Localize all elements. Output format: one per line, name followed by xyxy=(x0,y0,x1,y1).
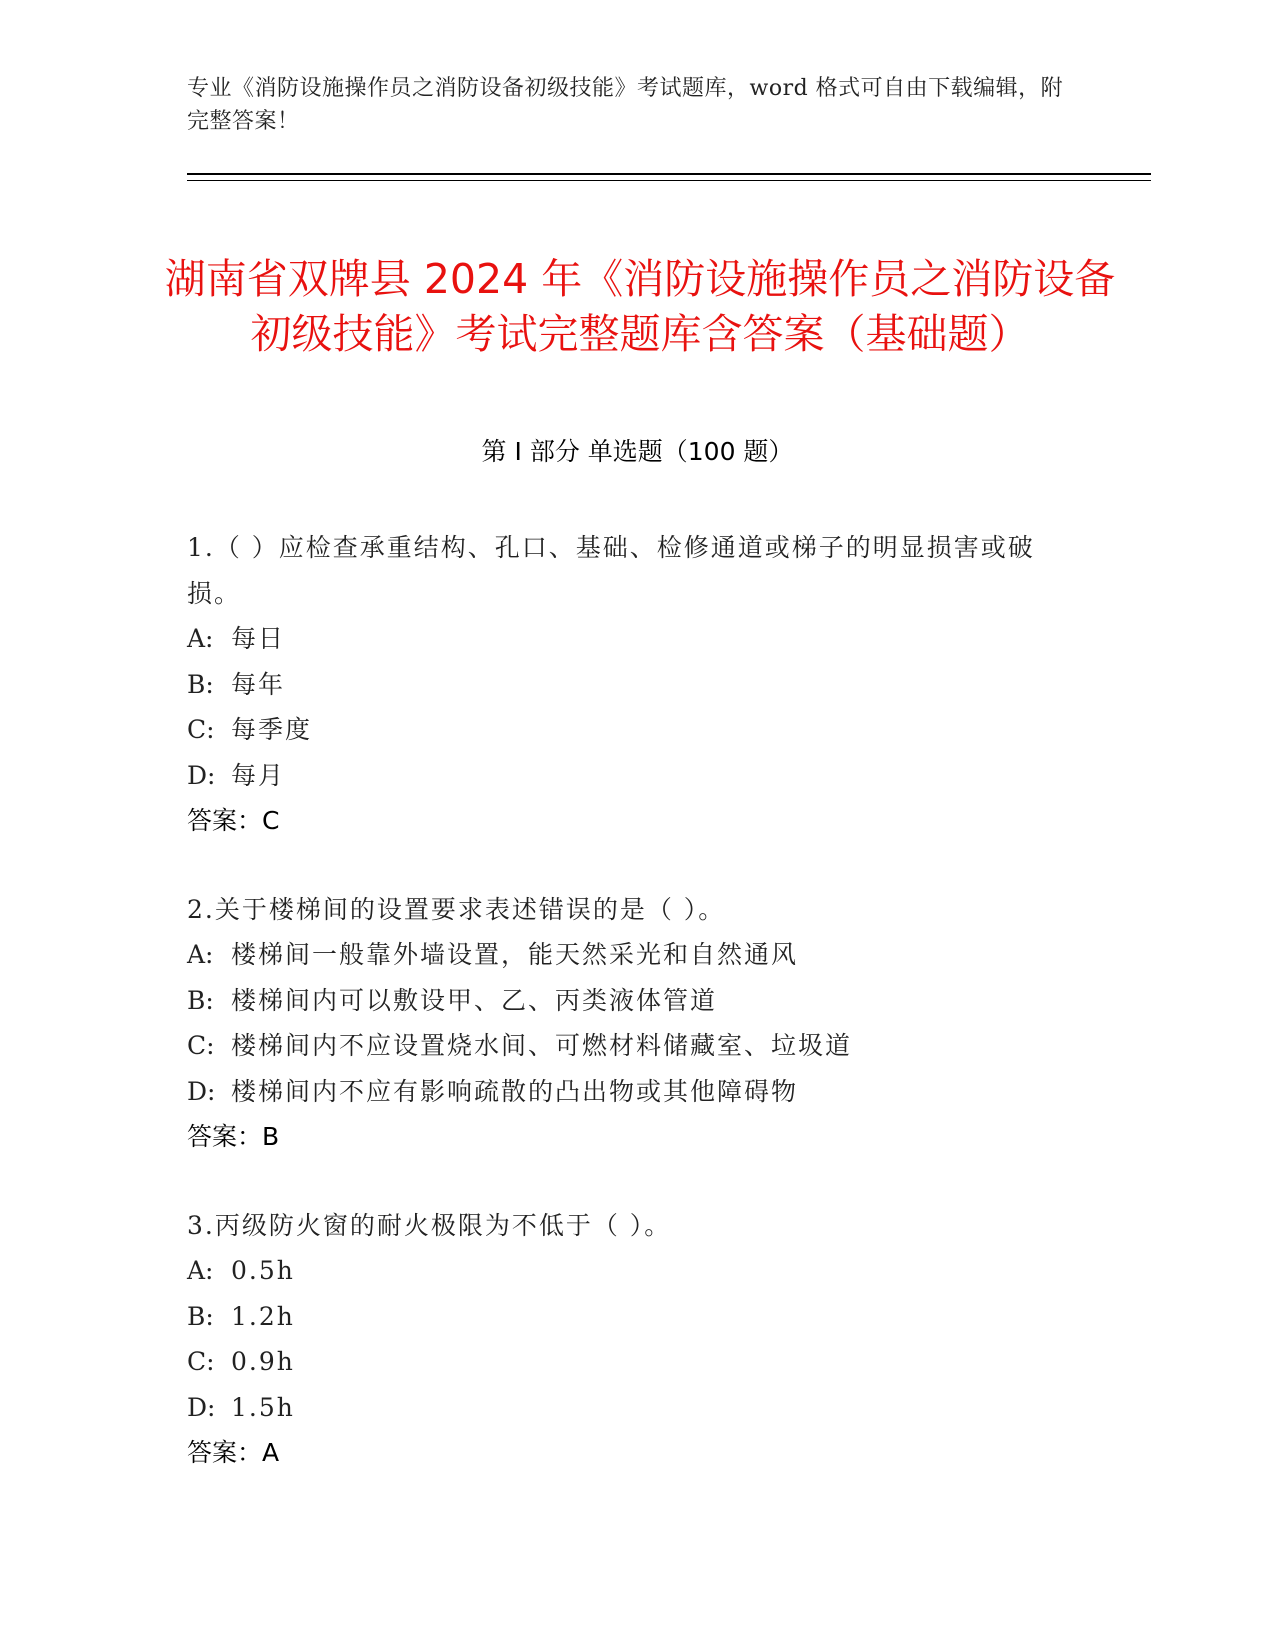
section-heading: 第 I 部分 单选题（100 题） xyxy=(481,437,794,466)
question-list xyxy=(187,525,1087,1519)
question-stem: 2.关于楼梯间的设置要求表述错误的是（ ）。 xyxy=(187,894,726,924)
option-letter: B: xyxy=(187,1301,214,1331)
option-c xyxy=(187,707,1087,753)
option-letter: C: xyxy=(187,715,215,744)
option-letter: A: xyxy=(187,940,214,969)
answer-line: 答案：A xyxy=(187,1438,280,1467)
option-d xyxy=(187,753,1087,799)
option-letter: D: xyxy=(187,1076,216,1106)
option-c xyxy=(187,1339,1087,1385)
header-divider-thin xyxy=(187,180,1151,181)
option-text: 0.5h xyxy=(231,1256,295,1285)
question-2 xyxy=(187,887,1087,1160)
question-stem: 1.（ ）应检查承重结构、孔口、基础、检修通道或梯子的明显损害或破损。 xyxy=(187,533,1035,608)
option-d xyxy=(187,1385,1087,1431)
option-text: 每日 xyxy=(231,624,286,653)
option-text: 0.9h xyxy=(231,1347,295,1376)
option-text: 楼梯间内可以敷设甲、乙、丙类液体管道 xyxy=(231,985,718,1015)
option-text: 每月 xyxy=(231,760,286,790)
option-a xyxy=(187,1248,1087,1294)
option-a xyxy=(187,616,1087,662)
answer-line: 答案：B xyxy=(187,1122,280,1151)
option-letter: B: xyxy=(187,985,214,1015)
question-1 xyxy=(187,525,1087,844)
option-b xyxy=(187,1294,1087,1340)
option-text: 1.2h xyxy=(231,1301,295,1331)
option-letter: A: xyxy=(187,624,214,653)
option-text: 楼梯间内不应设置烧水间、可燃材料储藏室、垃圾道 xyxy=(231,1031,853,1060)
option-text: 每季度 xyxy=(231,715,313,744)
option-letter: B: xyxy=(187,669,214,699)
header-divider-thick xyxy=(187,173,1151,175)
option-letter: C: xyxy=(187,1347,215,1376)
option-letter: A: xyxy=(187,1256,214,1285)
document-title: 湖南省双牌县 2024 年《消防设施操作员之消防设备初级技能》考试完整题库含答案（基础题） xyxy=(164,255,1116,359)
option-text: 楼梯间内不应有影响疏散的凸出物或其他障碍物 xyxy=(231,1076,799,1106)
option-letter: D: xyxy=(187,760,216,790)
option-d xyxy=(187,1069,1087,1115)
option-letter: C: xyxy=(187,1031,215,1060)
option-text: 每年 xyxy=(231,669,286,699)
option-text: 1.5h xyxy=(231,1392,295,1422)
option-letter: D: xyxy=(187,1392,216,1422)
header-note: 专业《消防设施操作员之消防设备初级技能》考试题库，word 格式可自由下载编辑，附完整答案！ xyxy=(187,76,1064,134)
option-b xyxy=(187,662,1087,708)
answer-line: 答案：C xyxy=(187,806,280,835)
option-b xyxy=(187,978,1087,1024)
question-3 xyxy=(187,1203,1087,1476)
option-c xyxy=(187,1023,1087,1069)
option-a xyxy=(187,932,1087,978)
option-text: 楼梯间一般靠外墙设置，能天然采光和自然通风 xyxy=(231,940,799,969)
question-stem: 3.丙级防火窗的耐火极限为不低于（ ）。 xyxy=(187,1210,672,1240)
